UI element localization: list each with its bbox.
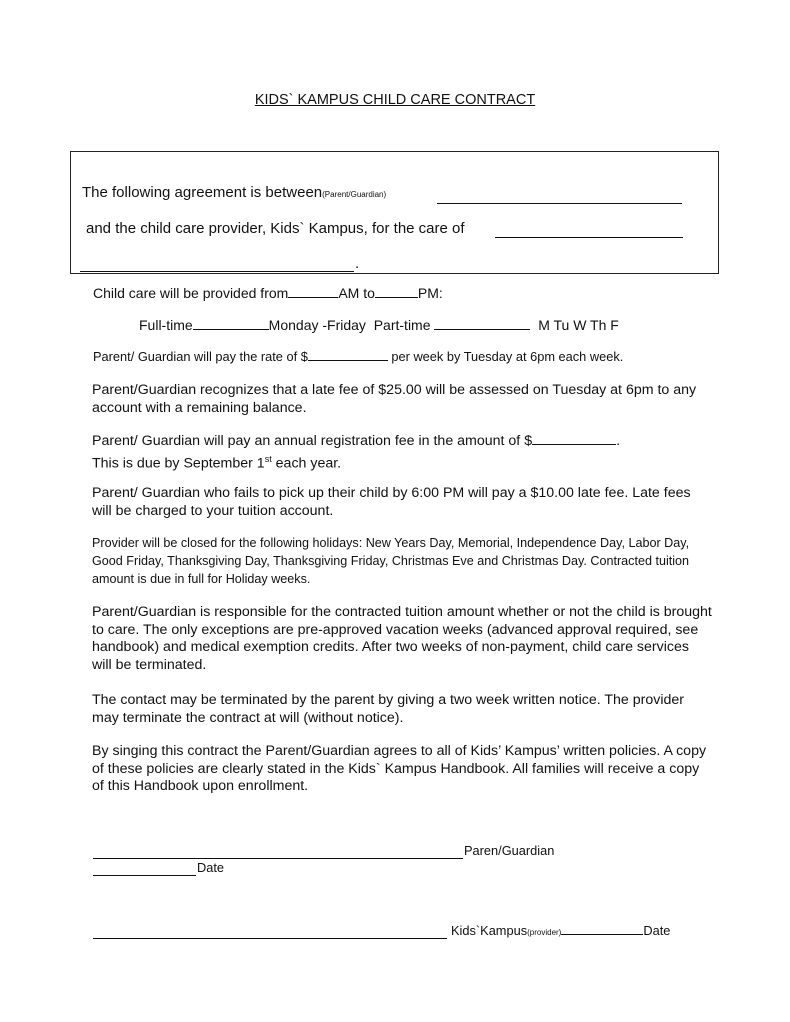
agreement-line-1-text: The following agreement is between [82,184,323,201]
rate-text-b: per week by Tuesday at 6pm each week. [391,349,624,364]
provider-label: Kids`Kampus [451,923,528,938]
part-time-days: M Tu W Th F [538,317,619,333]
start-time-field[interactable] [288,296,338,298]
parent-guardian-name-field[interactable] [437,202,682,204]
full-time-days: Monday -Friday [268,317,366,333]
termination-paragraph: The contact may be terminated by the parent by giving a two week written notice. The provider may terminate the contract at will (without notice). [92,692,684,726]
hours-am-to: AM to [338,285,375,301]
agreement-line-2-text: and the child care provider, Kids` Kampus, for the care of [86,220,465,237]
registration-paragraph [92,433,712,473]
rate-line [93,349,623,364]
rate-text-a: Parent/ Guardian will pay the rate of $ [93,349,308,364]
registration-fee-field[interactable] [532,443,616,445]
child-name-continued-field[interactable] [80,270,354,272]
provider-signature-label [451,923,670,938]
child-name-field[interactable] [495,236,683,238]
parent-date-label: Date [197,860,225,875]
provider-small-label: (provider) [527,928,562,937]
schedule-line [139,317,619,333]
part-time-field[interactable] [434,328,530,330]
provider-date-label: Date [643,923,671,938]
provider-signature-line[interactable] [93,937,447,939]
hours-line [93,285,443,301]
parent-date-line[interactable] [93,874,196,876]
rate-amount-field[interactable] [308,359,388,361]
registration-text-c: This is due by September 1 [92,455,265,472]
parent-guardian-small-label: (Parent/Guardian) [322,190,387,199]
parent-signature-label: Paren/Guardian [464,843,555,858]
hours-pm: PM: [417,285,443,301]
holidays-paragraph: Provider will be closed for the following holidays: New Years Day, Memorial, Independence Day, Labor Day, Good Friday, Thanksgiving Day, Thanksgiving Friday, Christmas Eve and Christmas Day. Contracted tuition amount is due in full for Holiday weeks. [92,536,690,586]
late-fee-paragraph: Parent/Guardian recognizes that a late fee of $25.00 will be assessed on Tuesday at 6pm to any account with a remaining balance. [92,382,697,416]
registration-text-d: each year. [271,455,342,472]
end-time-field[interactable] [375,296,418,298]
pickup-paragraph: Parent/ Guardian who fails to pick up their child by 6:00 PM will pay a $10.00 late fee. Late fees will be charged to your tuition account. [92,485,691,519]
provider-date-line[interactable] [561,933,643,935]
registration-sup: st [264,453,272,464]
part-time-label: Part-time [373,317,431,333]
agreement-line-3-end: . [355,255,360,272]
registration-text-b: . [616,433,621,449]
registration-text-a: Parent/ Guardian will pay an annual registration fee in the amount of $ [92,433,533,449]
contract-title: KIDS` KAMPUS CHILD CARE CONTRACT [254,92,536,108]
agreement-line-1 [82,184,386,201]
agreement-box [70,151,719,274]
hours-prefix: Child care will be provided from [93,285,289,301]
responsibility-paragraph: Parent/Guardian is responsible for the contracted tuition amount whether or not the child is brought to care. The only exceptions are pre-approved vacation weeks (advanced approval required, see handbook) and medical exemption credits. After two weeks of non-payment, child care services will be terminated. [92,604,712,673]
full-time-field[interactable] [193,328,269,330]
signing-paragraph: By singing this contract the Parent/Guardian agrees to all of Kids’ Kampus’ written policies. A copy of these policies are clearly stated in the Kids` Kampus Handbook. All families will receive a copy of this Handbook upon enrollment. [92,743,707,794]
parent-signature-line[interactable] [93,857,463,859]
full-time-label: Full-time [139,317,193,333]
